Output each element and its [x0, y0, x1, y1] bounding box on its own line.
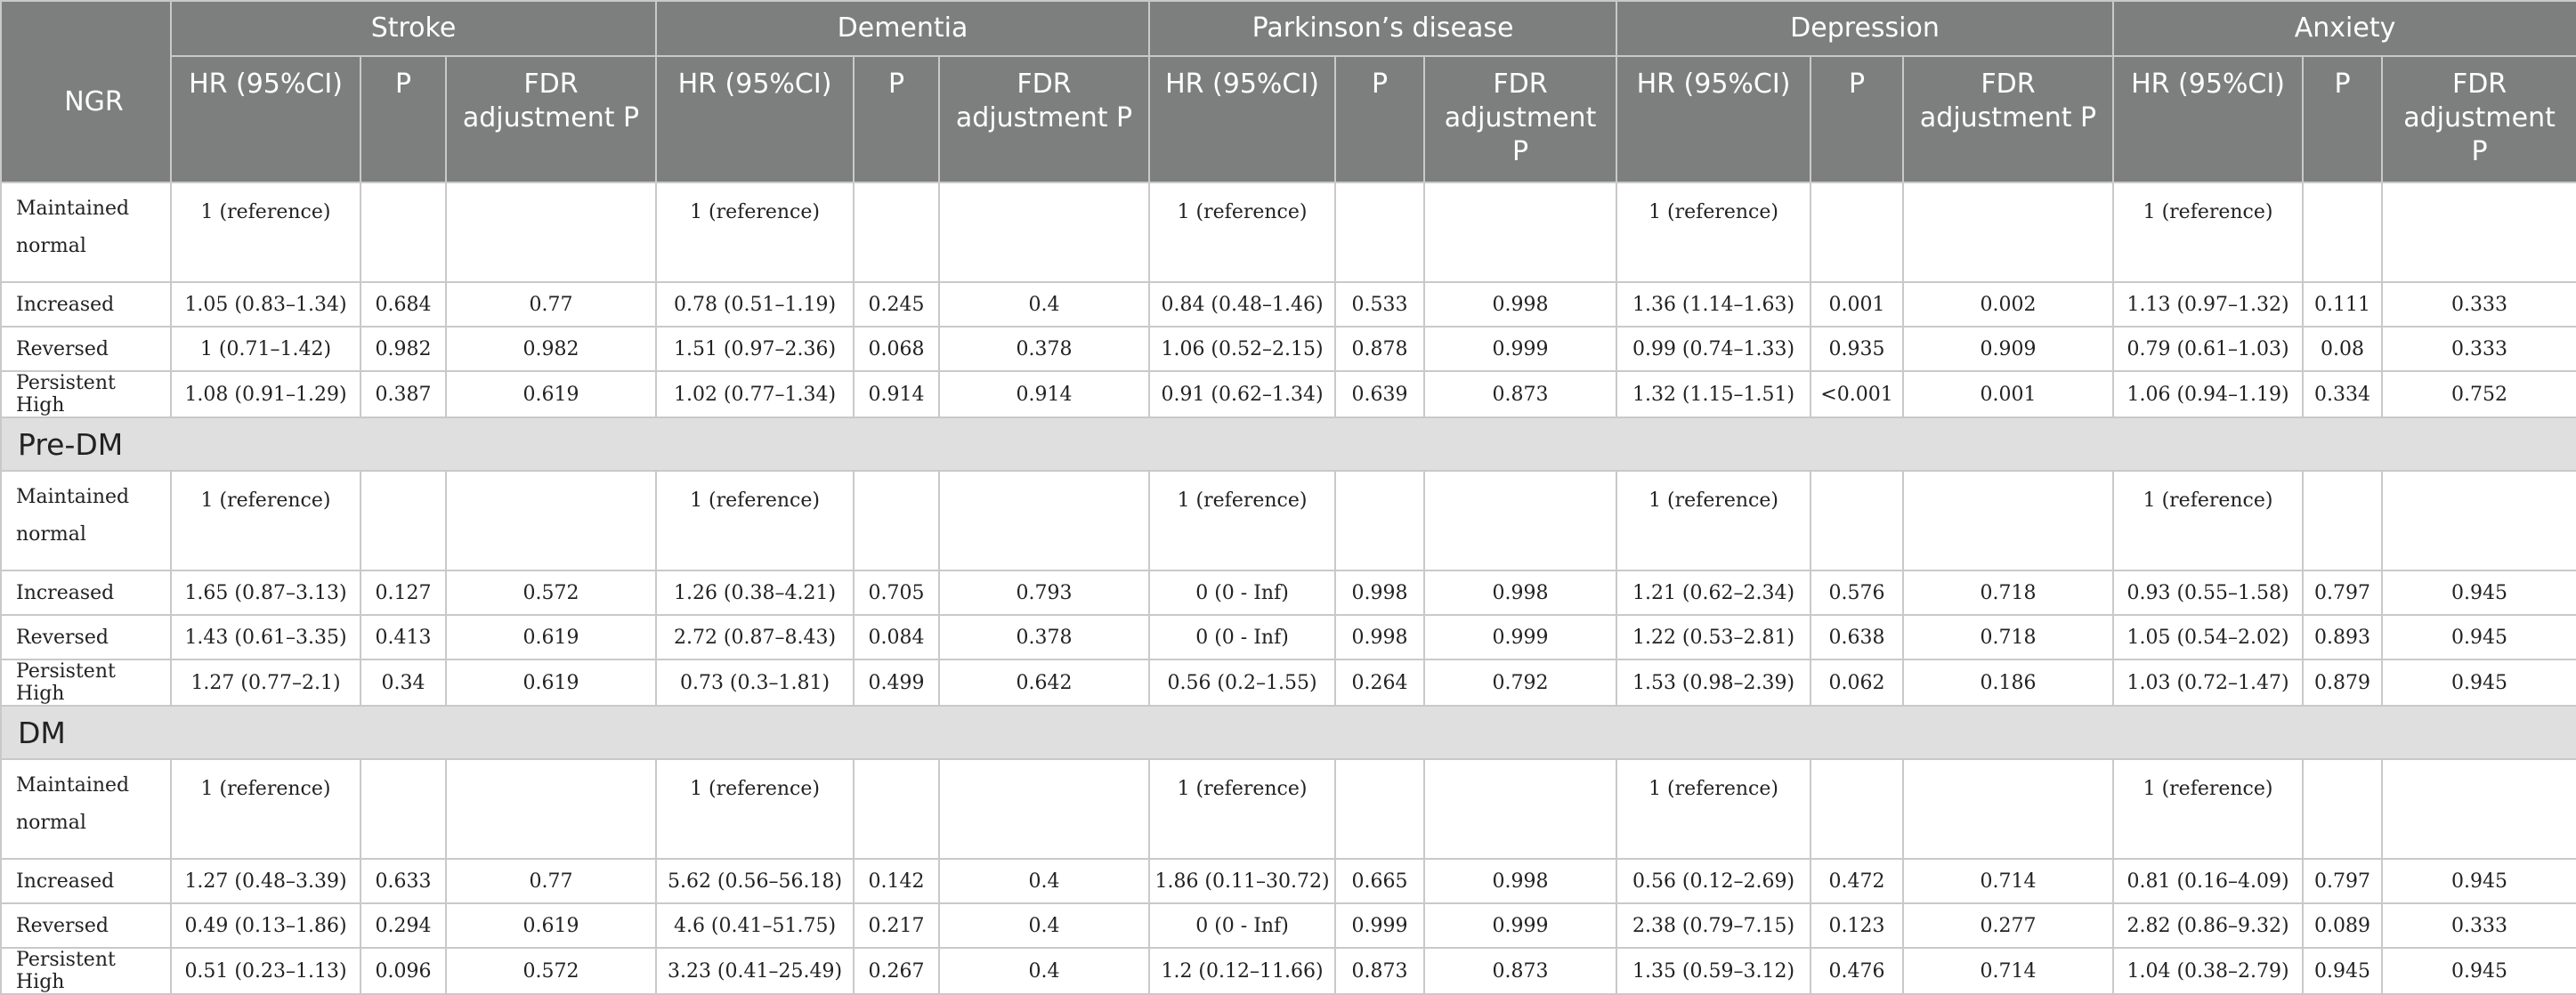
table-cell: 0.264 — [1335, 659, 1424, 706]
table-cell: 0.91 (0.62–1.34) — [1149, 371, 1335, 417]
table-cell: 3.23 (0.41–25.49) — [656, 948, 854, 994]
table-cell: 0.333 — [2382, 903, 2576, 948]
table-cell — [2382, 759, 2576, 859]
table-cell: 0.714 — [1903, 859, 2113, 903]
table-row — [1, 182, 2576, 282]
group-header-anxiety: Anxiety — [2113, 1, 2576, 56]
table-row — [1, 615, 2576, 659]
row-label: Reversed — [1, 327, 171, 371]
table-cell: 1.86 (0.11–30.72) — [1149, 859, 1335, 903]
table-cell: 0.945 — [2382, 570, 2576, 615]
table-cell: 0.873 — [1335, 948, 1424, 994]
table-cell: 1 (reference) — [171, 471, 360, 570]
table-cell: 0.909 — [1903, 327, 2113, 371]
table-cell: 0.34 — [360, 659, 446, 706]
table-cell — [1335, 182, 1424, 282]
table-cell — [2382, 471, 2576, 570]
table-cell: 1.03 (0.72–1.47) — [2113, 659, 2303, 706]
table-row — [1, 948, 2576, 994]
table-cell: 0.793 — [939, 570, 1149, 615]
table-cell: 0.572 — [446, 948, 656, 994]
table-cell: <0.001 — [1810, 371, 1903, 417]
table-cell — [1810, 182, 1903, 282]
table-cell: 1.22 (0.53–2.81) — [1616, 615, 1810, 659]
group-header-dementia: Dementia — [656, 1, 1149, 56]
table-row — [1, 759, 2576, 859]
table-cell: 5.62 (0.56–56.18) — [656, 859, 854, 903]
table-cell — [854, 182, 939, 282]
table-cell: 1 (reference) — [1149, 759, 1335, 859]
table-cell: 0.123 — [1810, 903, 1903, 948]
table-cell: 0.08 — [2303, 327, 2382, 371]
table-cell: 0.639 — [1335, 371, 1424, 417]
table-cell: 1.13 (0.97–1.32) — [2113, 282, 2303, 327]
table-cell: 0.001 — [1903, 371, 2113, 417]
table-cell — [1335, 471, 1424, 570]
table-cell: 0.127 — [360, 570, 446, 615]
table-cell: 0.245 — [854, 282, 939, 327]
table-cell: 0.084 — [854, 615, 939, 659]
row-label: Increased — [1, 282, 171, 327]
table-cell: 0.413 — [360, 615, 446, 659]
table-cell: 0.914 — [939, 371, 1149, 417]
table-cell: 1 (reference) — [1616, 471, 1810, 570]
table-cell — [360, 182, 446, 282]
table-cell: 1.06 (0.94–1.19) — [2113, 371, 2303, 417]
table-cell: 0.387 — [360, 371, 446, 417]
table-cell: 0.718 — [1903, 570, 2113, 615]
table-cell: 1 (reference) — [171, 182, 360, 282]
table-cell: 0.642 — [939, 659, 1149, 706]
table-cell: 0.945 — [2382, 948, 2576, 994]
table-cell — [446, 182, 656, 282]
table-cell — [2303, 759, 2382, 859]
table-cell: 0.277 — [1903, 903, 2113, 948]
table-cell: 0.914 — [854, 371, 939, 417]
table-cell: 0.77 — [446, 282, 656, 327]
table-cell: 0 (0 - Inf) — [1149, 570, 1335, 615]
table-cell — [939, 471, 1149, 570]
col-header-hr: HR (95%CI) — [656, 56, 854, 182]
table-cell — [1424, 759, 1616, 859]
row-label: Maintained normal — [1, 182, 171, 282]
table-cell: 0.99 (0.74–1.33) — [1616, 327, 1810, 371]
table-cell: 0.638 — [1810, 615, 1903, 659]
row-label: Persistent High — [1, 948, 171, 994]
table-row — [1, 903, 2576, 948]
table-cell: 1 (reference) — [1616, 759, 1810, 859]
table-cell: 0.56 (0.2–1.55) — [1149, 659, 1335, 706]
table-cell — [1903, 471, 2113, 570]
table-cell: 0.378 — [939, 615, 1149, 659]
table-cell — [1903, 182, 2113, 282]
table-cell: 1 (reference) — [2113, 759, 2303, 859]
table-cell: 0.73 (0.3–1.81) — [656, 659, 854, 706]
col-header-p: P — [1810, 56, 1903, 182]
table-cell: 0 (0 - Inf) — [1149, 615, 1335, 659]
table-cell: 0.81 (0.16–4.09) — [2113, 859, 2303, 903]
table-cell — [446, 471, 656, 570]
table-cell: 2.82 (0.86–9.32) — [2113, 903, 2303, 948]
table-cell: 0.217 — [854, 903, 939, 948]
table-cell: 0.999 — [1335, 903, 1424, 948]
table-row — [1, 659, 2576, 706]
table-row — [1, 471, 2576, 570]
table-cell: 1.2 (0.12–11.66) — [1149, 948, 1335, 994]
table-cell: 0.999 — [1424, 903, 1616, 948]
table-cell: 0.998 — [1335, 570, 1424, 615]
row-label: Increased — [1, 570, 171, 615]
table-cell: 1.36 (1.14–1.63) — [1616, 282, 1810, 327]
table-cell: 1 (reference) — [656, 471, 854, 570]
row-label: Maintained normal — [1, 759, 171, 859]
table-cell: 1 (reference) — [2113, 471, 2303, 570]
table-cell: 0.873 — [1424, 948, 1616, 994]
table-cell — [2303, 471, 2382, 570]
table-cell: 0.998 — [1424, 859, 1616, 903]
table-cell: 0.792 — [1424, 659, 1616, 706]
table-cell: 0.619 — [446, 615, 656, 659]
table-cell: 0.665 — [1335, 859, 1424, 903]
table-cell: 0.945 — [2382, 859, 2576, 903]
table-cell: 0.999 — [1424, 327, 1616, 371]
table-cell: 0.998 — [1424, 282, 1616, 327]
table-cell: 0.797 — [2303, 859, 2382, 903]
table-cell: 0.4 — [939, 859, 1149, 903]
table-cell: 0.068 — [854, 327, 939, 371]
table-cell — [854, 471, 939, 570]
col-header-p: P — [2303, 56, 2382, 182]
table-cell: 0.982 — [446, 327, 656, 371]
table-cell: 1.21 (0.62–2.34) — [1616, 570, 1810, 615]
table-cell: 1 (reference) — [1149, 471, 1335, 570]
table-cell: 0.334 — [2303, 371, 2382, 417]
row-label: Maintained normal — [1, 471, 171, 570]
col-header-hr: HR (95%CI) — [1149, 56, 1335, 182]
group-header-parkinsons: Parkinson’s disease — [1149, 1, 1616, 56]
section-title: DM — [1, 706, 2576, 759]
table-cell: 0.001 — [1810, 282, 1903, 327]
table-cell: 0.499 — [854, 659, 939, 706]
table-cell: 0.4 — [939, 948, 1149, 994]
table-cell: 1.06 (0.52–2.15) — [1149, 327, 1335, 371]
col-header-fdr: FDR adjustment P — [2382, 56, 2576, 182]
table-cell: 1 (reference) — [656, 759, 854, 859]
table-cell: 1.26 (0.38–4.21) — [656, 570, 854, 615]
col-header-hr: HR (95%CI) — [1616, 56, 1810, 182]
table-cell — [1424, 471, 1616, 570]
table-cell: 1.08 (0.91–1.29) — [171, 371, 360, 417]
table-cell: 2.38 (0.79–7.15) — [1616, 903, 1810, 948]
table-cell: 0 (0 - Inf) — [1149, 903, 1335, 948]
table-cell: 0.333 — [2382, 327, 2576, 371]
row-label: Reversed — [1, 615, 171, 659]
table-cell: 1.65 (0.87–3.13) — [171, 570, 360, 615]
col-header-fdr: FDR adjustment P — [1903, 56, 2113, 182]
table-cell: 0.267 — [854, 948, 939, 994]
table-cell: 1.53 (0.98–2.39) — [1616, 659, 1810, 706]
table-cell: 0.49 (0.13–1.86) — [171, 903, 360, 948]
table-cell: 4.6 (0.41–51.75) — [656, 903, 854, 948]
col-header-hr: HR (95%CI) — [171, 56, 360, 182]
table-cell: 0.096 — [360, 948, 446, 994]
table-row — [1, 859, 2576, 903]
col-header-p: P — [1335, 56, 1424, 182]
row-label: Persistent High — [1, 659, 171, 706]
table-cell — [1903, 759, 2113, 859]
table-cell: 0.4 — [939, 903, 1149, 948]
col-header-fdr: FDR adjustment P — [939, 56, 1149, 182]
table-cell: 0.705 — [854, 570, 939, 615]
ngr-header: NGR — [1, 1, 171, 182]
table-cell: 1 (reference) — [2113, 182, 2303, 282]
table-cell — [1424, 182, 1616, 282]
table-cell: 0.84 (0.48–1.46) — [1149, 282, 1335, 327]
table-cell: 1.05 (0.54–2.02) — [2113, 615, 2303, 659]
table-cell — [2382, 182, 2576, 282]
table-cell: 0.142 — [854, 859, 939, 903]
row-label: Reversed — [1, 903, 171, 948]
table-cell: 0.619 — [446, 903, 656, 948]
table-cell: 0.089 — [2303, 903, 2382, 948]
table-cell: 0.982 — [360, 327, 446, 371]
table-cell: 1 (reference) — [1616, 182, 1810, 282]
col-header-fdr: FDR adjustment P — [446, 56, 656, 182]
table-cell: 1.04 (0.38–2.79) — [2113, 948, 2303, 994]
table-row — [1, 282, 2576, 327]
table-cell: 0.002 — [1903, 282, 2113, 327]
table-cell — [1810, 471, 1903, 570]
table-cell: 0.56 (0.12–2.69) — [1616, 859, 1810, 903]
table-cell: 0.998 — [1335, 615, 1424, 659]
table-cell: 0.873 — [1424, 371, 1616, 417]
table-cell: 0.935 — [1810, 327, 1903, 371]
table-cell — [360, 759, 446, 859]
table-cell — [854, 759, 939, 859]
col-header-fdr: FDR adjustment P — [1424, 56, 1616, 182]
table-cell: 0.619 — [446, 659, 656, 706]
table-cell — [1335, 759, 1424, 859]
table-cell: 1.35 (0.59–3.12) — [1616, 948, 1810, 994]
table-cell — [939, 759, 1149, 859]
table-cell: 0.945 — [2303, 948, 2382, 994]
table-cell: 0.111 — [2303, 282, 2382, 327]
table-cell: 1.27 (0.77–2.1) — [171, 659, 360, 706]
col-header-hr: HR (95%CI) — [2113, 56, 2303, 182]
table-cell: 0.878 — [1335, 327, 1424, 371]
table-cell: 1 (reference) — [656, 182, 854, 282]
table-cell: 1.27 (0.48–3.39) — [171, 859, 360, 903]
group-header-stroke: Stroke — [171, 1, 656, 56]
table-cell: 0.945 — [2382, 659, 2576, 706]
table-cell: 0.714 — [1903, 948, 2113, 994]
section-header-row — [1, 706, 2576, 759]
table-cell: 2.72 (0.87–8.43) — [656, 615, 854, 659]
table-cell: 0.572 — [446, 570, 656, 615]
table-cell: 0.472 — [1810, 859, 1903, 903]
table-cell — [2303, 182, 2382, 282]
table-cell: 0.79 (0.61–1.03) — [2113, 327, 2303, 371]
table-cell — [939, 182, 1149, 282]
table-cell: 1 (reference) — [1149, 182, 1335, 282]
table-cell: 1.02 (0.77–1.34) — [656, 371, 854, 417]
table-cell: 0.998 — [1424, 570, 1616, 615]
table-row — [1, 327, 2576, 371]
table-cell: 0.51 (0.23–1.13) — [171, 948, 360, 994]
table-cell — [1810, 759, 1903, 859]
row-label: Persistent High — [1, 371, 171, 417]
table-cell: 1.32 (1.15–1.51) — [1616, 371, 1810, 417]
table-cell: 0.879 — [2303, 659, 2382, 706]
table-cell: 1 (reference) — [171, 759, 360, 859]
table-cell: 0.186 — [1903, 659, 2113, 706]
table-cell: 0.619 — [446, 371, 656, 417]
table-cell: 1.51 (0.97–2.36) — [656, 327, 854, 371]
table-cell: 0.78 (0.51–1.19) — [656, 282, 854, 327]
section-header-row — [1, 417, 2576, 471]
table-cell — [360, 471, 446, 570]
table-cell: 0.999 — [1424, 615, 1616, 659]
table-cell: 0.93 (0.55–1.58) — [2113, 570, 2303, 615]
table-cell: 0.77 — [446, 859, 656, 903]
table-cell: 0.533 — [1335, 282, 1424, 327]
table-cell: 0.4 — [939, 282, 1149, 327]
table-cell: 1.05 (0.83–1.34) — [171, 282, 360, 327]
table-cell: 1 (0.71–1.42) — [171, 327, 360, 371]
group-header-depression: Depression — [1616, 1, 2113, 56]
table-cell: 0.576 — [1810, 570, 1903, 615]
table-cell: 0.062 — [1810, 659, 1903, 706]
row-label: Increased — [1, 859, 171, 903]
table-cell: 0.333 — [2382, 282, 2576, 327]
table-cell — [446, 759, 656, 859]
table-cell: 0.718 — [1903, 615, 2113, 659]
table-cell: 0.684 — [360, 282, 446, 327]
table-cell: 0.633 — [360, 859, 446, 903]
table-cell: 0.797 — [2303, 570, 2382, 615]
table-row — [1, 371, 2576, 417]
table-cell: 0.378 — [939, 327, 1149, 371]
table-cell: 1.43 (0.61–3.35) — [171, 615, 360, 659]
table-cell: 0.476 — [1810, 948, 1903, 994]
table-cell: 0.893 — [2303, 615, 2382, 659]
section-title: Pre-DM — [1, 417, 2576, 471]
col-header-p: P — [360, 56, 446, 182]
table-cell: 0.752 — [2382, 371, 2576, 417]
col-header-p: P — [854, 56, 939, 182]
table-cell: 0.294 — [360, 903, 446, 948]
table-cell: 0.945 — [2382, 615, 2576, 659]
table-row — [1, 570, 2576, 615]
